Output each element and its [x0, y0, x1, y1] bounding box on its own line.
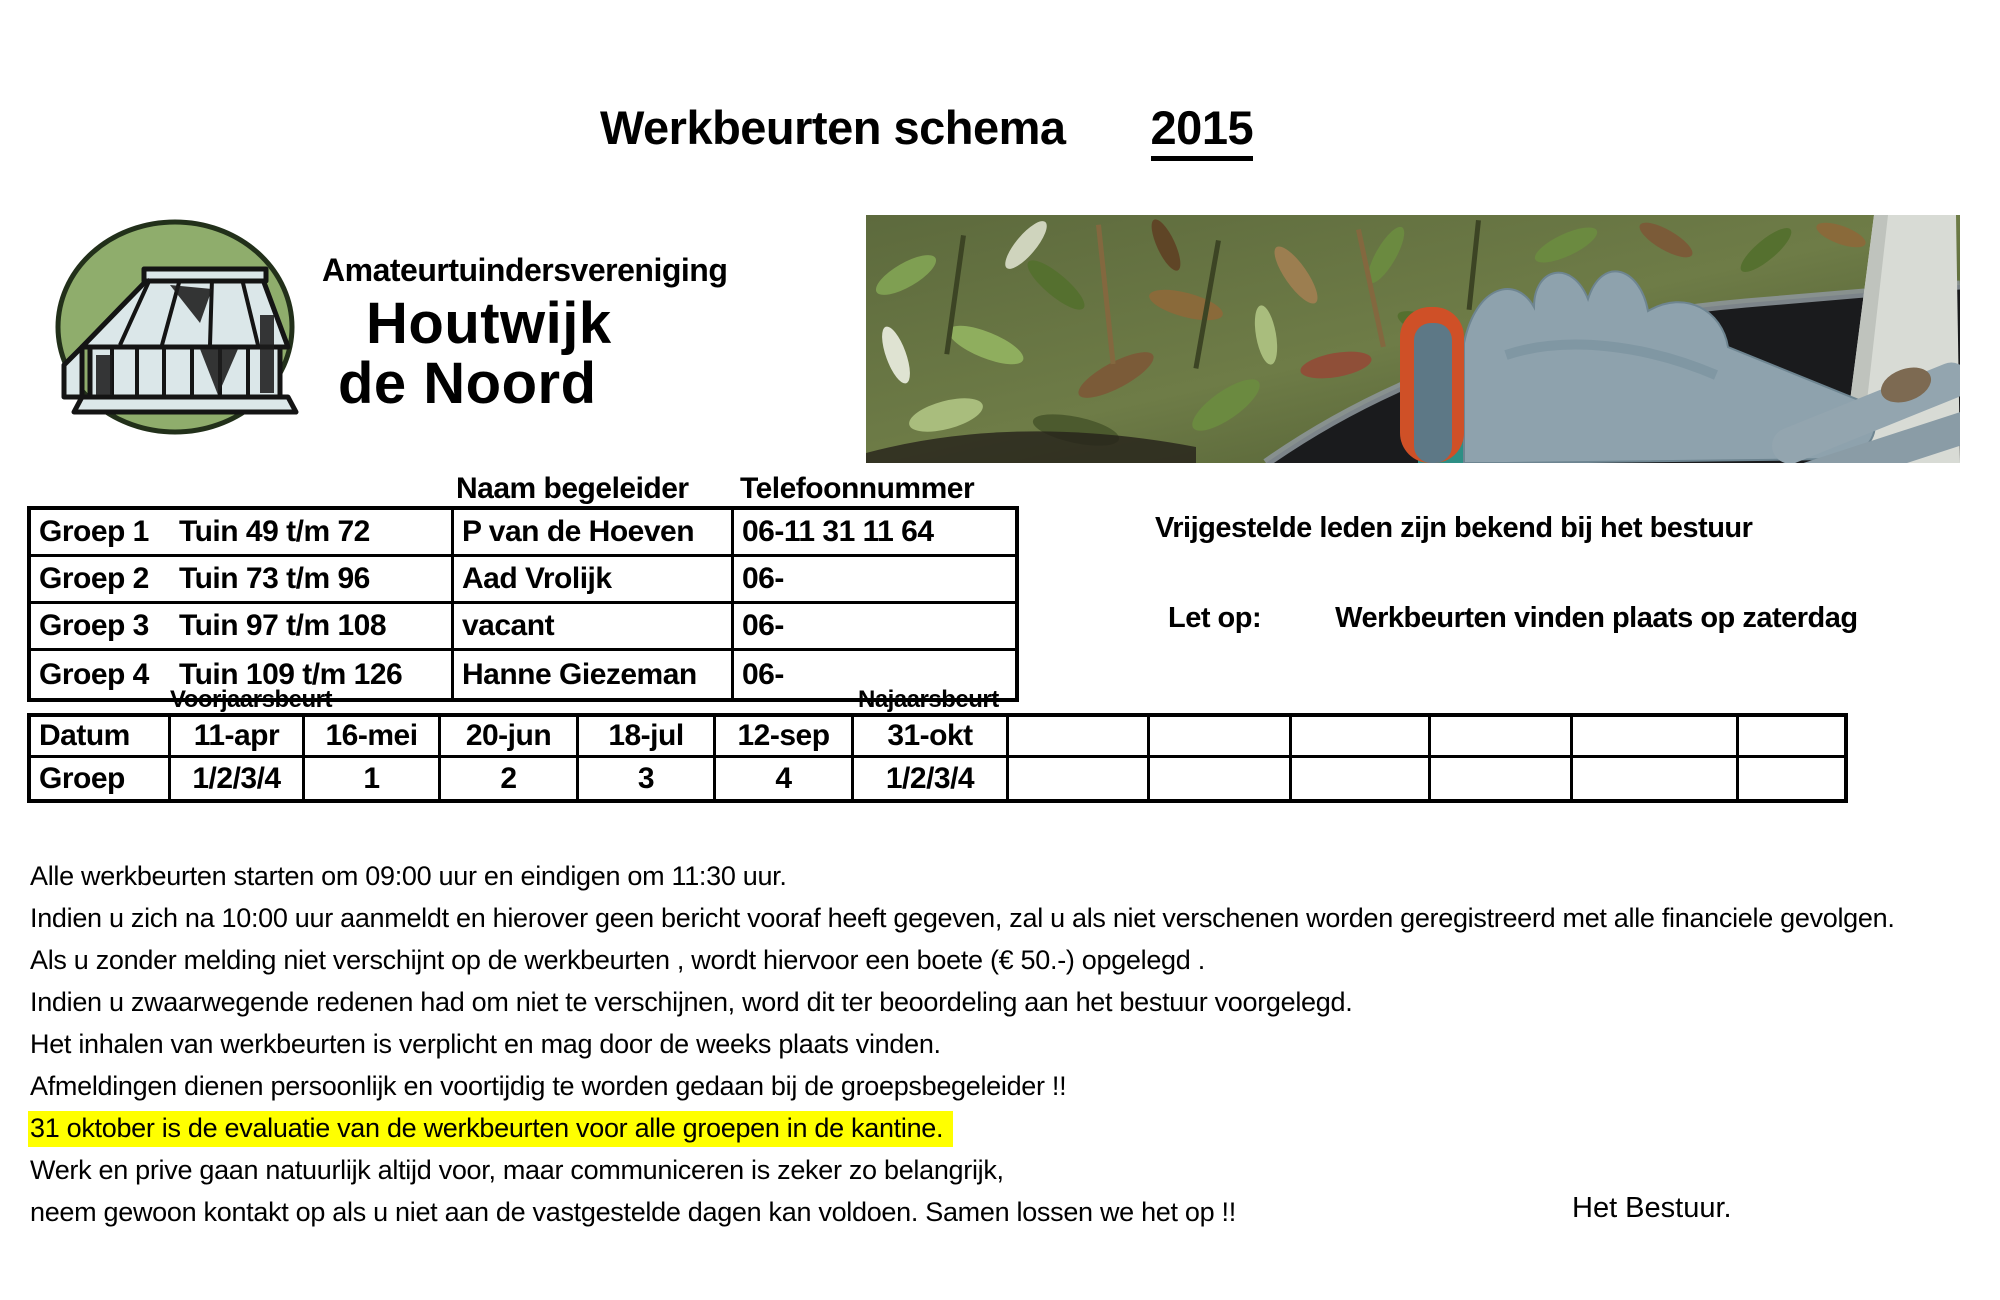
schedule-group-cell [1292, 758, 1431, 799]
tuin-range: Tuin 73 t/m 96 [179, 562, 370, 595]
table-cell-telefoon: 06- [734, 604, 1015, 651]
table-cell-begeleider: Hanne Giezeman [454, 651, 734, 698]
association-name-1: Houtwijk [366, 291, 612, 356]
group-label: Groep 1 [39, 515, 149, 548]
association-logo [52, 215, 302, 447]
tuin-range: Tuin 97 t/m 108 [179, 609, 387, 642]
schedule-date-cell: 18-jul [579, 717, 716, 758]
groups-table [27, 506, 1019, 702]
schedule-date-cell: 31-okt [854, 717, 1009, 758]
label-najaarsbeurt: Najaarsbeurt [858, 686, 999, 713]
schedule-date-cell [1292, 717, 1431, 758]
rule-line: Indien u zich na 10:00 uur aanmeldt en hierover geen bericht vooraf heeft gegeven, zal u als niet verschenen worden geregistreerd met alle financiele gevolgen. [30, 903, 1895, 933]
note-attention-label: Let op: [1168, 602, 1262, 634]
table-cell-group-tuin [31, 510, 454, 557]
schedule-date-cell [1431, 717, 1573, 758]
label-voorjaarsbeurt: Voorjaarsbeurt [170, 686, 332, 713]
table-cell-telefoon: 06- [742, 657, 784, 691]
schedule-date-cell: 20-jun [441, 717, 579, 758]
garden-photo [866, 215, 1960, 463]
schedule-group-cell: 2 [441, 758, 579, 799]
page-title [600, 100, 1253, 161]
group-label: Groep 4 [39, 657, 149, 691]
table-cell-group-tuin [31, 604, 454, 651]
schedule-date-cell: 12-sep [716, 717, 854, 758]
schedule-date-cell: 16-mei [305, 717, 441, 758]
schedule-group-cell: 1 [305, 758, 441, 799]
schedule-date-cell: 11-apr [171, 717, 305, 758]
rule-line: Het inhalen van werkbeurten is verplicht en mag door de weeks plaats vinden. [30, 1029, 941, 1059]
rule-line: neem gewoon kontakt op als u niet aan de vastgestelde dagen kan voldoen. Samen lossen we het op !! [30, 1197, 1236, 1227]
schedule-date-cell [1573, 717, 1739, 758]
table-cell-telefoon: 06- [734, 557, 1015, 604]
schedule-group-cell [1431, 758, 1573, 799]
association-name-2: de Noord [338, 351, 597, 416]
rule-line: Indien u zwaarwegende redenen had om niet te verschijnen, word dit ter beoordeling aan het bestuur voorgelegd. [30, 987, 1353, 1017]
groups-table-header-phone: Telefoonnummer [740, 472, 975, 505]
schedule-date-cell [1739, 717, 1844, 758]
rule-line-highlighted [30, 1107, 1895, 1149]
signature: Het Bestuur. [1572, 1192, 1732, 1224]
groups-table-header-name: Naam begeleider [456, 472, 689, 505]
schedule-group-cell: 4 [716, 758, 854, 799]
group-label: Groep 2 [39, 562, 149, 595]
schedule-group-cell [1573, 758, 1739, 799]
schedule-date-cell [1150, 717, 1292, 758]
title-year: 2015 [1151, 100, 1254, 161]
schedule-row-label-groep: Groep [31, 758, 171, 799]
table-cell-group-tuin [31, 557, 454, 604]
schedule-group-cell: 1/2/3/4 [171, 758, 305, 799]
table-cell-begeleider: vacant [454, 604, 734, 651]
schedule-row-label-datum: Datum [31, 717, 171, 758]
note-exempt-members: Vrijgestelde leden zijn bekend bij het bestuur [1155, 512, 1753, 544]
association-name-line: Amateurtuindersvereniging [322, 252, 728, 288]
table-cell-begeleider: P van de Hoeven [454, 510, 734, 557]
title-text: Werkbeurten schema [600, 101, 1066, 154]
tuin-range: Tuin 49 t/m 72 [179, 515, 370, 548]
rule-line: Als u zonder melding niet verschijnt op de werkbeurten , wordt hiervoor een boete (€ 50.-) opgelegd . [30, 945, 1205, 975]
tuin-range: Tuin 109 t/m 126 [179, 657, 403, 691]
schedule-group-cell [1009, 758, 1150, 799]
schedule-group-cell: 3 [579, 758, 716, 799]
group-label: Groep 3 [39, 609, 149, 642]
table-cell-telefoon: 06-11 31 11 64 [734, 510, 1015, 557]
rule-line: Afmeldingen dienen persoonlijk en voortijdig te worden gedaan bij de groepsbegeleider !! [30, 1071, 1067, 1101]
rule-line: Werk en prive gaan natuurlijk altijd voor, maar communiceren is zeker zo belangrijk, [30, 1155, 1004, 1185]
rules-text-block [30, 855, 1895, 1233]
schedule-date-cell [1009, 717, 1150, 758]
note-attention [1168, 602, 1858, 635]
highlighted-text: 31 oktober is de evaluatie van de werkbeurten voor alle groepen in de kantine. [28, 1111, 953, 1147]
schedule-group-cell [1150, 758, 1292, 799]
rule-line: Alle werkbeurten starten om 09:00 uur en eindigen om 11:30 uur. [30, 861, 787, 891]
schedule-group-cell [1739, 758, 1844, 799]
note-attention-text: Werkbeurten vinden plaats op zaterdag [1335, 602, 1858, 634]
schedule-table [27, 713, 1848, 803]
photo-glove-cuff-inner [1414, 323, 1452, 463]
schedule-group-cell: 1/2/3/4 [854, 758, 1009, 799]
table-cell-begeleider: Aad Vrolijk [454, 557, 734, 604]
